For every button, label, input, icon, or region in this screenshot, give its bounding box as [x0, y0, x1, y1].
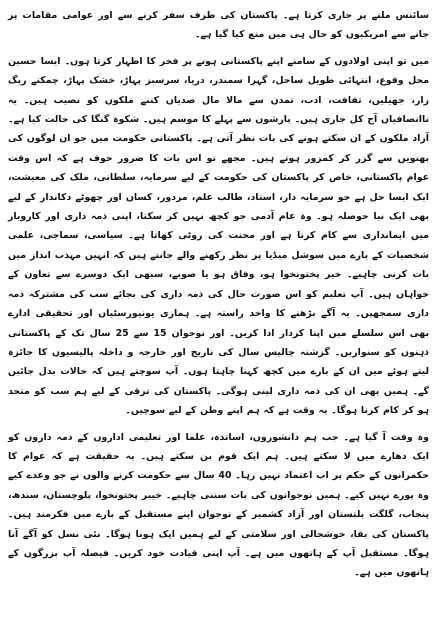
- paragraph-main: میں تو اپنی اولادوں کے سامنے اپنے پاکستانی ہونے پر فخر کا اظہار کرتا ہوں۔ ایسا حسین محل وقوع، انتہائی طویل ساحل، گہرا سمندر، دریا، سرسبز پہاڑ، خشک پہاڑ، چمکتے ریگ زار، جھیلیں، ثقافت، ادب، تمدن سے مالا مال صدیاں کتنے ملکوں کو نصیب ہیں۔ یہ ناانصافیاں آج کل جاری ہیں۔ بارشوں سے پہلے کا موسم ہیں۔ شکوہ گنگا کی حالت کیا ہے۔ آزاد ملکوں کے ان سکتے ہونے کی بات نظر آتی ہے۔ پاکستانی حکومت میں جو ان لوگوں کی بھنویں سے گزر کر کمزور ہوتے ہیں۔ مجھے تو اس بات کا ضرور خوف ہے کہ اس وقت عوام پاکستانی، خاص کر پاکستان کی حکومت کے لیے سرمایہ، سلطانی، ملک کی معیشت، ایک ایسا حل ہے جو سرمایہ دار، استاد، طالب علم، مزدور، کسان اور چھوٹے دکاندار کے لیے بھی ایک نیا حوصلہ ہو۔ وہ عام آدمی جو کچھ نہیں کر سکتا، اپنی ذمہ داری اور کاروبار میں ایمانداری سے کام کرتا ہے اور محنت کی روٹی کھاتا ہے۔ سیاسی، سماجی، علمی شخصیات کے بارے میں سوشل میڈیا پر نظر رکھنے والے جانتے ہیں کہ انہیں مہذب انداز میں بات کرنی چاہیے۔ خیر پختونخوا ہو، وفاق ہو یا صوبے، سبھی ایک دوسرے سے تعاون کے خواہاں ہیں۔ آپ تعلیم کو اس صورت حال کی ذمہ داری کی بجائے سب کی مشترکہ ذمہ داری سمجھیں۔ یہ آگے بڑھنے کا واحد راستہ ہے۔ ہماری یونیورسٹیاں اور تحقیقی ادارے بھی اس سلسلے میں اپنا کردار ادا کریں۔ اور نوجوان 15 سے 25 سال تک کے پاکستانی ذہنوں کو سنواریں۔ گزشتہ چالیس سال کی تاریخ اور خارجہ و داخلہ پالیسیوں کا جائزہ لیتے ہوئے میں ان کے بارے میں کچھ کہنا چاہتا ہوں۔ آپ سوچتے ہیں کہ حالات بدل جائیں گے۔ ہمیں بھی ان کی ذمہ داری لینی ہوگی۔ پاکستان کی ترقی کے لیے ہم سب کو متحد ہو کر کام کرنا ہوگا۔ یہ وقت ہے کہ ہم اپنے وطن کے لیے سوچیں۔: [8, 55, 429, 417]
- paragraph-intro: سائنس ملنے پر جاری کرتا ہے۔ پاکستان کی طرف سفر کرنے سے اور عوامی مقامات پر جانے سے امریکیوں کو حال ہی میں منع کیا گیا ہے۔: [8, 10, 429, 41]
- paragraph-closing: وہ وقت آ گیا ہے۔ جب ہم دانشوروں، اساتذہ، علما اور تعلیمی اداروں کے ذمہ داروں کو ایک دھارے میں لا سکتے ہیں۔ ہم ایک قوم بن سکتے ہیں۔ یہ حقیقت ہے کہ عوام کا حکمرانوں کے حکم پر اب اعتماد نہیں رہا۔ 40 سال سے حکومت کرنے والوں نے جو وعدے کیے وہ پورے نہیں کیے۔ ہمیں نوجوانوں کی بات سننی چاہیے۔ خیبر پختونخوا، بلوچستان، سندھ، پنجاب، گلگت بلتستان اور آزاد کشمیر کے نوجوان اپنے مستقبل کے بارے میں فکرمند ہیں۔ پاکستان کی بقا، خوشحالی اور سلامتی کے لیے ہمیں ایک ہونا ہوگا۔ نئی نسل کو آگے آنا ہوگا۔ مستقبل آپ کے ہاتھوں میں ہے۔ آپ اپنی قیادت خود کریں۔ فیصلہ آپ بزرگوں کے ہاتھوں میں ہے۔: [8, 431, 429, 579]
